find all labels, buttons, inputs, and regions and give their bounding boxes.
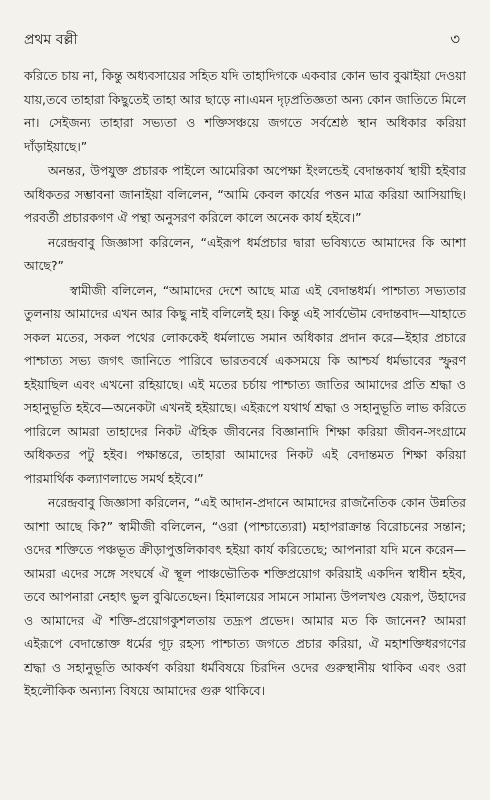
running-header (24, 28, 466, 64)
paragraph: অনন্তর, উপযুক্ত প্রচারক পাইলে আমেরিকা অপেক্ষা ইংলন্ডেই বেদান্তকার্য স্থায়ী হইবার অধিকতর সম্ভাবনা জানাইয়া বলিলেন, “আমি কেবল কার্যের পত্তন মাত্র করিয়া আসিয়াছি। পরবর্তী প্রচারকগণ ঐ পন্থা অনুসরণ করিলে কালে অনেক কার্য হইবে।” (24, 163, 466, 225)
page-number: ৩ (450, 30, 460, 48)
chapter-title: প্রথম বল্লী (24, 32, 78, 48)
paragraph: নরেন্দ্রবাবু জিজ্ঞাসা করিলেন, “এই আদান-প্রদানে আমাদের রাজনৈতিক কোন উন্নতির আশা আছে কি?” স্বামীজী বলিলেন, “ওরা (পাশ্চাত্যেরা) মহাপরাক্রান্ত বিরোচনের সন্তান; ওদের শক্তিতে পঞ্চভূত ক্রীড়াপুত্তলিকাবৎ হইয়া কার্য করিতেছে; আপনারা যদি মনে করেন—আমরা এদের সঙ্গে সংঘর্ষে ঐ স্থূল পাঞ্চভৌতিক শক্তিপ্রয়োগ করিয়াই একদিন স্বাধীন হইব, তবে আপনারা নেহাৎ ভুল বুঝিতেছেন। হিমালয়ের সামনে সামান্য উপলখণ্ড যেরূপ, উহাদের ও আমাদের ঐ শক্তি-প্রয়োগকুশলতায় তদ্রূপ প্রভেদ। আমার মত কি জানেন? আমরা এইরূপে বেদান্তোক্ত ধর্মের গূঢ় রহস্য পাশ্চাত্য জগতে প্রচার করিয়া, ঐ মহাশক্তিধরগণের শ্রদ্ধা ও সহানুভূতি আকর্ষণ করিয়া ধর্মবিষয়ে চিরদিন ওদের গুরুস্থানীয় থাকিব এবং ওরা ইহলৌকিক অন্যান্য বিষয়ে আমাদের গুরু থাকিবে। (24, 495, 466, 698)
body-text (24, 64, 466, 703)
paragraph: স্বামীজী বলিলেন, “আমাদের দেশে আছে মাত্র এই বেদান্তধর্ম। পাশ্চাত্য সভ্যতার তুলনায় আমাদের এখন আর কিছু নাই বলিলেই হয়। কিন্তু এই সার্বভৌম বেদান্তবাদ—যাহাতে সকল মতের, সকল পথের লোককেই ধর্মলাভে সমান অধিকার প্রদান করে—ইহার প্রচারে পাশ্চাত্য সভ্য জগৎ জানিতে পারিবে ভারতবর্ষে একসময়ে কি আশ্চর্য ধর্মভাবের স্ফুরণ হইয়াছিল এবং এখনো রহিয়াছে। এই মতের চর্চায় পাশ্চাত্য জাতির আমাদের প্রতি শ্রদ্ধা ও সহানুভূতি হইবে—অনেকটা এখনই হইয়াছে। এইরূপে যথার্থ শ্রদ্ধা ও সহানুভূতি লাভ করিতে পারিলে আমরা তাহাদের নিকট ঐহিক জীবনের বিজ্ঞানাদি শিক্ষা করিয়া জীবন-সংগ্রামে অধিকতর পটু হইব। পক্ষান্তরে, তাহারা আমাদের নিকট এই বেদান্তমত শিক্ষা করিয়া পারমার্থিক কল্যাণলাভে সমর্থ হইবে।” (24, 282, 466, 486)
paragraph: নরেন্দ্রবাবু জিজ্ঞাসা করিলেন, “এইরূপ ধর্মপ্রচার দ্বারা ভবিষ্যতে আমাদের কি আশা আছে?” (24, 234, 466, 273)
paragraph: করিতে চায় না, কিন্তু অধ্যবসায়ের সহিত যদি তাহাদিগকে একবার কোন ভাব বুঝাইয়া দেওয়া যায়,তবে তাহারা কিছুতেই তাহা আর ছাড়ে না।এমন দৃঢ়প্রতিজ্ঞতা অন্য কোন জাতিতে মিলে না। সেইজন্য তাহারা সভ্যতা ও শক্তিসঞ্চয়ে জগতে সর্বশ্রেষ্ঠ স্থান অধিকার করিয়া দাঁড়াইয়াছে।” (24, 68, 466, 154)
